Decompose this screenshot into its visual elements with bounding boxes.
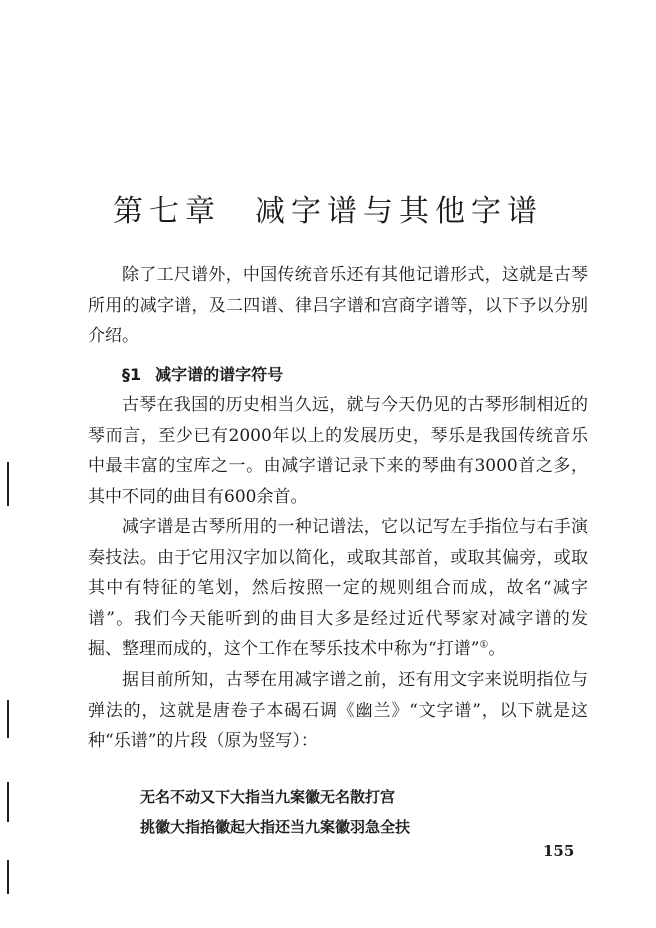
scan-margin-mark [7,700,9,738]
page-number: 155 [543,842,575,860]
paragraph-guqin-text: 据目前所知，古琴在用减字谱之前，还有用文字来说明指位与弹法的，这就是唐卷子本碣石调《幽兰》“文字谱”，以下就是这种“乐谱”的片段（原为竖写）： [88,670,588,751]
scan-margin-mark [7,462,9,506]
chapter-name: 减字谱与其他字谱 [255,194,543,229]
chapter-number: 第七章 [113,194,221,229]
paragraph-history [88,390,588,512]
footnote-marker: ① [479,639,489,651]
chapter-title [0,186,656,230]
scan-margin-mark [7,782,9,822]
paragraph-intro [88,260,588,352]
paragraph-history-text: 古琴在我国的历史相当久远，就与今天仍见的古琴形制相近的琴而言，至少已有2000年以上的发展历史，琴乐是我国传统音乐中最丰富的宝库之一。由减字谱记录下来的琴曲有3000首之多，其中不同的曲目有600余首。 [88,395,588,507]
excerpt-line-2: 挑徽大指掐徽起大指还当九案徽羽急全扶 [140,818,411,836]
paragraph-guqin [88,665,588,757]
paragraph-method-end: 。 [488,639,506,659]
scan-margin-mark [7,860,9,894]
excerpt-line-1: 无名不动又下大指当九案徽无名散打宫 [140,788,396,806]
paragraph-method-body: 减字谱是古琴所用的一种记谱法，它以记写左手指位与右手演奏技法。由于它用汉字加以简化，或取其部首，或取其偏旁，或取其中有特征的笔划，然后按照一定的规则组合而成，故名“减字谱”。我们今天能听到的曲目大多是经过近代琴家对减字谱的发掘、整理而成的，这个工作在琴乐技术中称为“打谱” [88,517,588,659]
paragraph-method-text [88,512,588,665]
section-number: §1 [122,365,142,384]
paragraph-intro-text: 除了工尺谱外，中国传统音乐还有其他记谱形式，这就是古琴所用的减字谱，及二四谱、律吕字谱和宫商字谱等，以下予以分别介绍。 [88,265,588,346]
section-title: 减字谱的谱字符号 [155,365,284,384]
paragraph-method [88,512,588,665]
section-heading [122,362,283,385]
